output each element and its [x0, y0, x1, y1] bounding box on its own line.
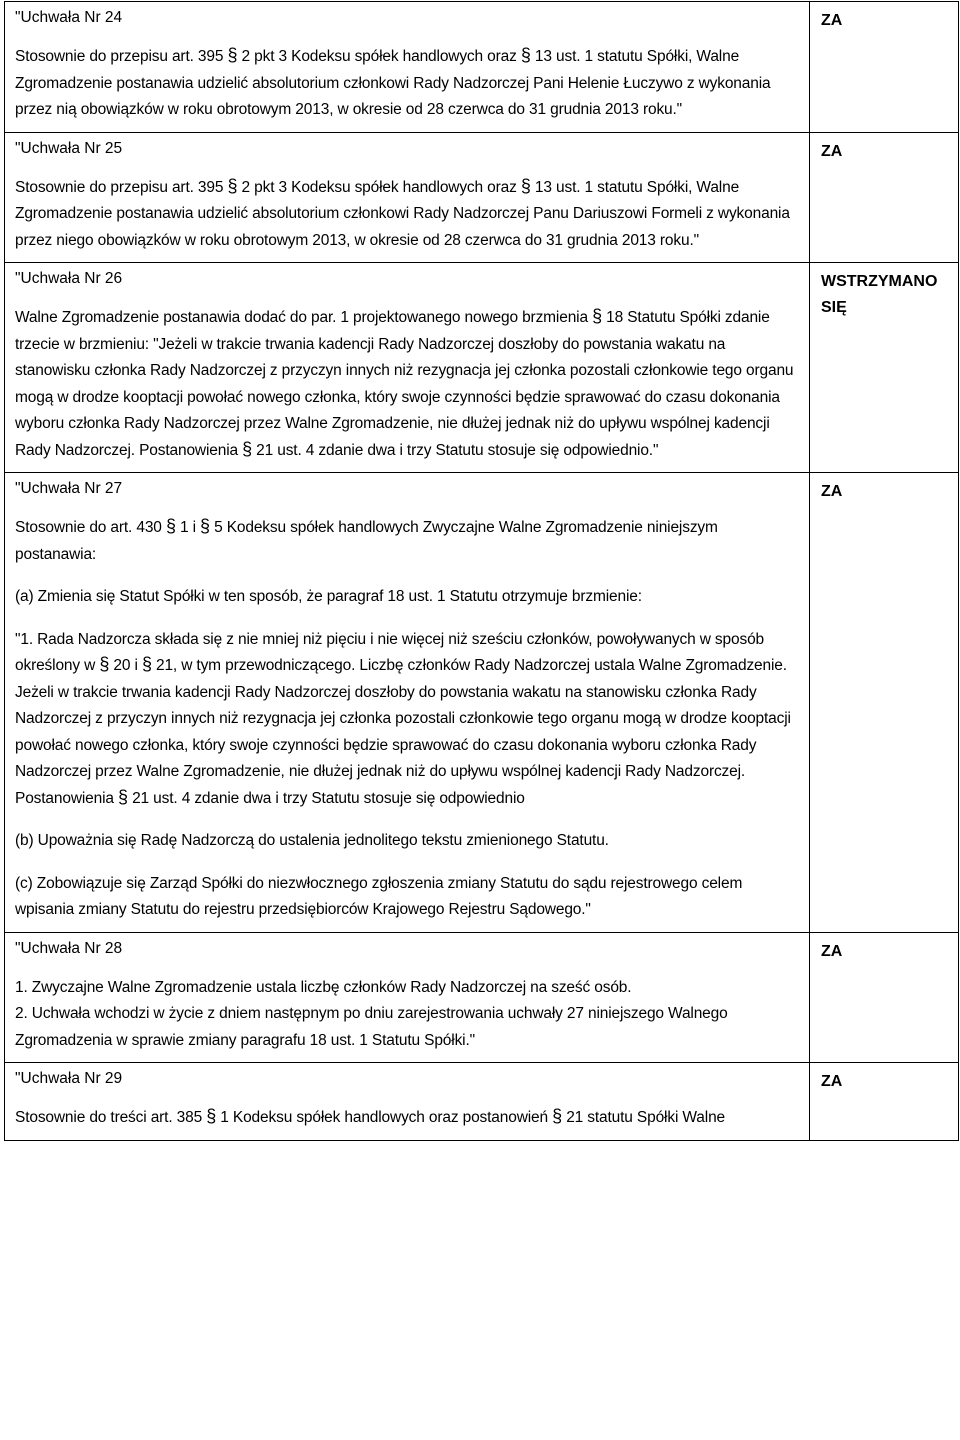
- vote-cell: [810, 932, 959, 1063]
- resolution-row: [5, 1063, 959, 1141]
- resolution-paragraph: [15, 871, 799, 924]
- resolution-content-cell: [5, 473, 810, 933]
- resolution-content-cell: [5, 2, 810, 133]
- text-segment: 21, w tym przewodniczącego. Liczbę członków Rady Nadzorczej ustala Walne Zgromadzenie. Jeżeli w trakcie trwania kadencji Rady Nadzorczej doszłoby do powstania wakatu na stanowisku członka Rady Nadzorczej z przyczyn innych niż rezygnacja jej członka pozostali członkowie tego organu mogą w drodze kooptacji powołać nowego członka, który swoje czynności będzie sprawować do czasu dokonania wyboru członka Rady Nadzorczej przez Walne Zgromadzenie, nie dłużej jednak niż do upływu wspólnej kadencji Rady Nadzorczej. Postanowienia: [15, 657, 791, 807]
- text-segment: Stosownie do przepisu art. 395: [15, 48, 228, 65]
- resolution-paragraph: Stosownie do treści art. 385 § 1 Kodeksu spółek handlowych oraz postanowień § 21 statutu Spółki Walne: [15, 1106, 726, 1126]
- text-segment: 21 ust. 4 zdanie dwa i trzy Statutu stosuje się odpowiednio: [127, 789, 525, 807]
- resolution-content-cell: [5, 1063, 810, 1141]
- resolution-title: "Uchwała Nr 29: [15, 1070, 123, 1087]
- text-segment: 1 i: [175, 519, 201, 536]
- text-segment: 2. Uchwała wchodzi w życie z dniem następnym po dniu zarejestrowania uchwały 27 niniejszego Walnego Zgromadzenia w sprawie zmiany paragrafu 18 ust. 1 Statutu Spółki.": [15, 1005, 728, 1049]
- text-segment: 1. Zwyczajne Walne Zgromadzenie ustala liczbę członków Rady Nadzorczej na sześć osób.: [15, 978, 632, 996]
- text-segment: 21 ust. 4 zdanie dwa i trzy Statutu stosuje się odpowiednio.": [251, 441, 659, 459]
- resolution-paragraph: Stosownie do art. 430 § 1 i § 5 Kodeksu spółek handlowych Zwyczajne Walne Zgromadzenie niniejszym postanawia:: [15, 516, 718, 563]
- resolution-row: [5, 263, 959, 473]
- resolution-paragraph: [15, 975, 799, 1055]
- vote-cell: [810, 2, 959, 133]
- vote-value: WSTRZYMANO SIĘ: [821, 273, 938, 316]
- resolution-title: "Uchwała Nr 28: [15, 939, 123, 957]
- resolution-content-cell: [5, 132, 810, 263]
- vote-cell: [810, 1063, 959, 1141]
- resolution-title: "Uchwała Nr 25: [15, 139, 123, 157]
- resolution-content-cell: [5, 932, 810, 1063]
- text-segment: 18 Statutu Spółki zdanie trzecie w brzmieniu: "Jeżeli w trakcie trwania kadencji Rady Nadzorczej doszłoby do powstania wakatu na stanowisku członka Rady Nadzorczej z przyczyn innych niż rezygnacja jej członka pozostali członkowie tego organu mogą w drodze kooptacji powołać nowego członka, który swoje czynności będzie sprawować do czasu dokonania wyboru członka Rady Nadzorczej przez Walne Zgromadzenie, nie dłużej jednak niż do upływu wspólnej kadencji Rady Nadzorczej. Postanowienia: [15, 309, 794, 459]
- resolutions-table-body: [5, 2, 959, 1141]
- resolution-paragraph: Walne Zgromadzenie postanawia dodać do par. 1 projektowanego nowego brzmienia § 18 Statutu Spółki zdanie trzecie w brzmieniu: "Jeżeli w trakcie trwania kadencji Rady Nadzorczej doszłoby do powstania wakatu na stanowisku członka Rady Nadzorczej z przyczyn innych niż rezygnacja jej członka pozostali członkowie tego organu mogą w drodze kooptacji powołać nowego członka, który swoje czynności będzie sprawować do czasu dokonania wyboru członka Rady Nadzorczej przez Walne Zgromadzenie, nie dłużej jednak niż do upływu wspólnej kadencji Rady Nadzorczej. Postanowienia § 21 ust. 4 zdanie dwa i trzy Statutu stosuje się odpowiednio.": [15, 306, 794, 459]
- vote-value: ZA: [821, 942, 843, 960]
- vote-value: ZA: [821, 12, 843, 29]
- text-segment: 2 pkt 3 Kodeksu spółek handlowych oraz: [237, 178, 521, 196]
- text-segment: Stosownie do przepisu art. 395: [15, 178, 228, 196]
- resolution-paragraph: Stosownie do przepisu art. 395 § 2 pkt 3 Kodeksu spółek handlowych oraz § 13 ust. 1 statutu Spółki, Walne Zgromadzenie postanawia udzielić absolutorium członkowi Rady Nadzorczej Pani Helenie Łuczywo z wykonania przez nią obowiązków w roku obrotowym 2013, w okresie od 28 czerwca do 31 grudnia 2013 roku.": [15, 45, 771, 118]
- vote-value: ZA: [821, 142, 843, 160]
- resolution-row: [5, 132, 959, 263]
- text-segment: 13 ust. 1 statutu Spółki, Walne Zgromadzenie postanawia udzielić absolutorium członkowi Rady Nadzorczej Pani Helenie Łuczywo z wykonania przez nią obowiązków w roku obrotowym 2013, w okresie od 28 czerwca do 31 grudnia 2013 roku.": [15, 48, 771, 118]
- resolution-row: [5, 932, 959, 1063]
- resolution-paragraph: Stosownie do przepisu art. 395 § 2 pkt 3 Kodeksu spółek handlowych oraz § 13 ust. 1 statutu Spółki, Walne Zgromadzenie postanawia udzielić absolutorium członkowi Rady Nadzorczej Panu Dariuszowi Formeli z wykonania przez niego obowiązków w roku obrotowym 2013, w okresie od 28 czerwca do 31 grudnia 2013 roku.": [15, 175, 790, 249]
- text-segment: "1. Rada Nadzorcza składa się z nie mniej niż pięciu i nie więcej niż sześciu członków, powoływanych w sposób określony w: [15, 630, 765, 674]
- text-segment: (b) Upoważnia się Radę Nadzorczą do ustalenia jednolitego tekstu zmienionego Statutu.: [15, 832, 609, 849]
- resolution-title: "Uchwała Nr 24: [15, 9, 123, 26]
- text-segment: 20 i: [109, 657, 142, 674]
- text-segment: 2 pkt 3 Kodeksu spółek handlowych oraz: [237, 48, 521, 65]
- resolution-row: [5, 2, 959, 133]
- vote-value: ZA: [821, 1073, 843, 1090]
- text-segment: Stosownie do treści art. 385: [15, 1109, 207, 1126]
- vote-value: ZA: [821, 483, 843, 500]
- text-segment: 13 ust. 1 statutu Spółki, Walne Zgromadzenie postanawia udzielić absolutorium członkowi Rady Nadzorczej Panu Dariuszowi Formeli z wykonania przez niego obowiązków w roku obrotowym 2013, w okresie od 28 czerwca do 31 grudnia 2013 roku.": [15, 178, 790, 249]
- text-segment: Stosownie do art. 430: [15, 519, 166, 536]
- text-segment: 5 Kodeksu spółek handlowych Zwyczajne Walne Zgromadzenie niniejszym postanawia:: [15, 519, 718, 563]
- resolutions-table: [4, 1, 959, 1141]
- resolution-content-cell: [5, 263, 810, 473]
- text-segment: (a) Zmienia się Statut Spółki w ten sposób, że paragraf 18 ust. 1 Statutu otrzymuje brzmienie:: [15, 588, 642, 605]
- resolution-paragraph: [15, 584, 799, 611]
- vote-cell: [810, 132, 959, 263]
- resolution-title: "Uchwała Nr 27: [15, 480, 123, 497]
- text-segment: (c) Zobowiązuje się Zarząd Spółki do niezwłocznego zgłoszenia zmiany Statutu do sądu rejestrowego celem wpisania zmiany Statutu do rejestru przedsiębiorców Krajowego Rejestru Sądowego.": [15, 874, 743, 918]
- resolution-row: [5, 473, 959, 933]
- resolution-paragraph: "1. Rada Nadzorcza składa się z nie mniej niż pięciu i nie więcej niż sześciu członków, powoływanych w sposób określony w § 20 i § 21, w tym przewodniczącego. Liczbę członków Rady Nadzorczej ustala Walne Zgromadzenie. Jeżeli w trakcie trwania kadencji Rady Nadzorczej doszłoby do powstania wakatu na stanowisku członka Rady Nadzorczej z przyczyn innych niż rezygnacja jej członka pozostali członkowie tego organu mogą w drodze kooptacji powołać nowego członka, który swoje czynności będzie sprawować do czasu dokonania wyboru członka Rady Nadzorczej przez Walne Zgromadzenie, nie dłużej jednak niż do upływu wspólnej kadencji Rady Nadzorczej. Postanowienia § 21 ust. 4 zdanie dwa i trzy Statutu stosuje się odpowiednio: [15, 630, 791, 807]
- text-segment: 1 Kodeksu spółek handlowych oraz postanowień: [216, 1109, 553, 1126]
- resolution-paragraph: [15, 828, 799, 855]
- text-segment: Walne Zgromadzenie postanawia dodać do par. 1 projektowanego nowego brzmienia: [15, 309, 593, 326]
- vote-cell: [810, 263, 959, 473]
- text-segment: 21 statutu Spółki Walne: [562, 1109, 726, 1126]
- resolution-title: "Uchwała Nr 26: [15, 270, 123, 287]
- vote-cell: [810, 473, 959, 933]
